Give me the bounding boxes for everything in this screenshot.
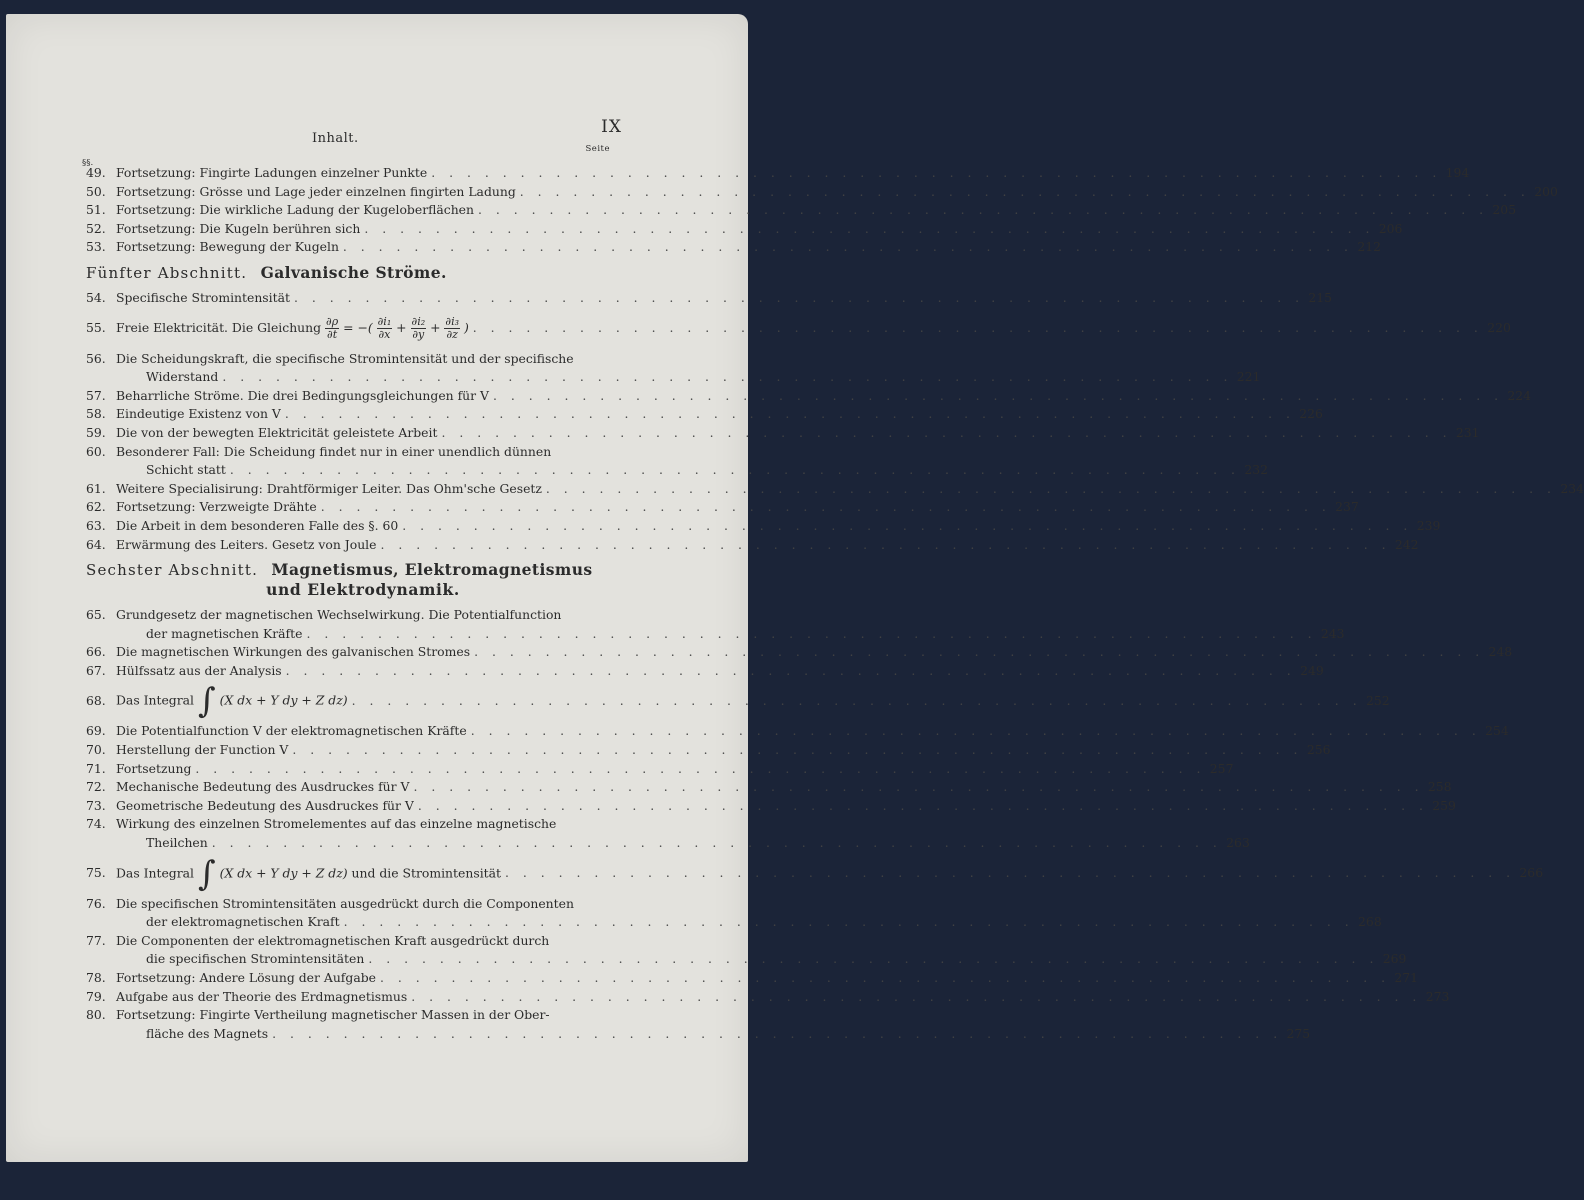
entry-title-cont: Theilchen xyxy=(146,835,208,851)
entry-page: 239 xyxy=(1416,517,1441,533)
entry-number: 52. xyxy=(86,220,106,236)
leader-dots: . . . . . . . . . . . . . . . . . . . . . . . . . . . . . . . . . . . . . . . . . . . . . . . . . . . . . . . . . xyxy=(285,662,1296,678)
numerator: ∂ρ xyxy=(326,315,339,329)
toc-entry xyxy=(86,183,1558,202)
entry-title: Grundgesetz der magnetischen Wechselwirkung. Die Potentialfunction xyxy=(116,607,562,623)
entry-number: 59. xyxy=(86,424,106,440)
entry-page: 259 xyxy=(1432,797,1456,813)
section-heading-5 xyxy=(86,263,600,283)
leader-dots: . . . . . . . . . . . . . . . . . . . . . . . . . . . . . . . . . . . . . . . . . . . . . . . . . . . . . . . . . xyxy=(229,462,1240,478)
leader-dots: . . . . . . . . . . . . . . . . . . . . . . . . . . . . . . . . . . . . . . . . . . . . . . . . . . . . . . . . . xyxy=(545,480,1556,496)
toc-entry xyxy=(86,220,1403,239)
toc-entry xyxy=(86,289,1333,308)
numerator: ∂i₃ xyxy=(445,315,460,329)
section-symbol: §§. xyxy=(82,158,94,168)
entry-page: 200 xyxy=(1534,183,1558,199)
leader-dots: . . . . . . . . . . . . . . . . . . . . . . . . . . . . . . . . . . . . . . . . . . . . . . . . . . . . . . . . . xyxy=(364,220,1375,236)
toc-entry xyxy=(86,350,600,369)
toc-entry-continuation xyxy=(86,950,1407,969)
toc-entry xyxy=(86,722,1509,741)
toc-entry xyxy=(86,680,1390,722)
toc-entry-continuation xyxy=(86,368,1261,387)
toc-entry xyxy=(86,405,1323,424)
leader-dots: . . . . . . . . . . . . . . . . . . . . . . . . . . . . . . . . . . . . . . . . . . . . . . . . . . . . . . . . . xyxy=(284,406,1295,422)
entry-page: 249 xyxy=(1300,662,1324,678)
entry-page: 252 xyxy=(1365,693,1390,709)
fraction xyxy=(377,316,393,341)
entry-title: Das Integral ∫ (X dx + Y dy + Z dz) und die Stromintensität xyxy=(116,853,501,894)
leader-dots: . . . . . . . . . . . . . . . . . . . . . . . . . . . . . . . . . . . . . . . . . . . . . . . . . . . . . . . . . xyxy=(211,835,1222,851)
toc-entry xyxy=(86,387,1532,406)
entry-number: 80. xyxy=(86,1007,106,1023)
page-number: IX xyxy=(601,117,622,137)
toc-entry xyxy=(86,662,1324,681)
formula: $\frac{\partial\rho}{\partial t}$ = −( $\frac{\text{∂i₁}}{\partial x}$ + $\frac{\text{∂i₂}}{\partial y}$ + $\frac{\text{∂i₃}}{\partial z}$ ) xyxy=(326,315,469,342)
toc-entry-continuation xyxy=(86,913,1382,932)
toc-entry xyxy=(86,988,1450,1007)
entry-title: Herstellung der Function V xyxy=(116,742,289,758)
leader-dots: . . . . . . . . . . . . . . . . . . . . . . . . . . . . . . . . . . . . . . . . . . . . . . . . . . . . . . . . . xyxy=(411,988,1422,1004)
toc-entry xyxy=(86,932,600,951)
entry-number: 65. xyxy=(86,607,106,623)
entry-title-cont: der magnetischen Kräfte xyxy=(146,625,303,641)
section-heading-6 xyxy=(86,560,600,600)
entry-title-cont: die specifischen Stromintensitäten xyxy=(146,951,365,967)
entry-title-cont: der elektromagnetischen Kraft xyxy=(146,914,340,930)
entry-page: 206 xyxy=(1378,220,1403,236)
toc-entry xyxy=(86,741,1331,760)
leader-dots: . . . . . . . . . . . . . . . . . . . . . . . . . . . . . . . . . . . . . . . . . . . . . . . . . . . . . . . . . xyxy=(478,202,1489,218)
entry-page: 269 xyxy=(1382,951,1407,967)
entry-number: 75. xyxy=(86,865,106,881)
formula: (X dx + Y dy + Z dz) xyxy=(215,692,348,708)
entry-number: 62. xyxy=(86,499,106,515)
leader-dots: . . . . . . . . . . . . . . . . . . . . . . . . . . . . . . . . . . . . . . . . . . . . . . . . . . . . . . . . . xyxy=(474,644,1485,660)
toc-entry xyxy=(86,895,600,914)
entry-title: Specifische Stromintensität xyxy=(116,289,290,305)
entry-number: 49. xyxy=(86,165,106,180)
denominator: ∂y xyxy=(412,328,425,342)
page-title: Inhalt. xyxy=(312,131,359,146)
denominator: ∂x xyxy=(378,328,391,342)
entry-number: 69. xyxy=(86,723,106,739)
entry-number: 60. xyxy=(86,443,106,459)
leader-dots: . . . . . . . . . . . . . . . . . . . . . . . . . . . . . . . . . . . . . . . . . . . . . . . . . . . . . . . . . xyxy=(343,914,1354,930)
entry-page: 266 xyxy=(1519,865,1544,881)
toc-entry xyxy=(86,778,1452,797)
leader-dots: . . . . . . . . . . . . . . . . . . . . . . . . . . . . . . . . . . . . . . . . . . . . . . . . . . . . . . . . . xyxy=(351,693,1362,709)
entry-number: 53. xyxy=(86,239,106,255)
entry-number: 56. xyxy=(86,350,106,366)
toc-entry xyxy=(86,853,1544,895)
entry-title: Die Componenten der elektromagnetischen Kraft ausgedrückt durch xyxy=(116,932,550,948)
leader-dots: . . . . . . . . . . . . . . . . . . . . . . . . . . . . . . . . . . . . . . . . . . . . . . . . . . . . . . . . . xyxy=(505,865,1516,881)
entry-page: 243 xyxy=(1320,625,1345,641)
entry-number: 57. xyxy=(86,387,106,403)
entry-title-cont: fläche des Magnets xyxy=(146,1025,269,1041)
toc-entry xyxy=(86,498,1359,517)
entry-title: Fortsetzung: Die wirkliche Ladung der Kugeloberflächen xyxy=(116,202,474,218)
toc-entry xyxy=(86,760,1234,779)
entry-title-cont: Widerstand xyxy=(146,369,219,385)
entry-page: 234 xyxy=(1560,480,1584,496)
toc-entry xyxy=(86,238,1381,257)
entry-page: 226 xyxy=(1299,406,1323,422)
fraction xyxy=(444,316,460,341)
entry-number: 54. xyxy=(86,289,106,305)
entry-title: Erwärmung des Leiters. Gesetz von Joule xyxy=(116,536,377,552)
toc-entry xyxy=(86,606,600,625)
leader-dots: . . . . . . . . . . . . . . . . . . . . . . . . . . . . . . . . . . . . . . . . . . . . . . . . . . . . . . . . . xyxy=(195,760,1206,776)
leader-dots: . . . . . . . . . . . . . . . . . . . . . . . . . . . . . . . . . . . . . . . . . . . . . . . . . . . . . . . . . xyxy=(368,951,1379,967)
entry-title: Die von der bewegten Elektricität geleistete Arbeit xyxy=(116,424,438,440)
entry-page: 221 xyxy=(1236,369,1261,385)
entry-title-cont: Schicht statt xyxy=(146,462,226,478)
entry-title: Fortsetzung: Andere Lösung der Aufgabe xyxy=(116,970,376,985)
entry-title: Die Scheidungskraft, die specifische Stromintensität und der specifische xyxy=(116,350,574,366)
entry-number: 78. xyxy=(86,970,106,985)
denominator: ∂z xyxy=(446,328,458,342)
leader-dots: . . . . . . . . . . . . . . . . . . . . . . . . . . . . . . . . . . . . . . . . . . . . . . . . . . . . . . . . . xyxy=(417,797,1428,813)
entry-number: 63. xyxy=(86,517,106,533)
entry-page: 220 xyxy=(1487,320,1511,336)
entry-title: Die Potentialfunction V der elektromagnetischen Kräfte xyxy=(116,723,467,739)
entry-title: Fortsetzung xyxy=(116,760,192,776)
toc-entry-continuation xyxy=(86,834,1250,853)
leader-dots: . . . . . . . . . . . . . . . . . . . . . . . . . . . . . . . . . . . . . . . . . . . . . . . . . . . . . . . . . xyxy=(470,723,1481,739)
entry-title: Beharrliche Ströme. Die drei Bedingungsgleichungen für V xyxy=(116,387,489,403)
entry-title: Die magnetischen Wirkungen des galvanischen Stromes xyxy=(116,644,471,660)
entry-number: 76. xyxy=(86,895,106,911)
denominator: ∂t xyxy=(327,328,338,342)
leader-dots: . . . . . . . . . . . . . . . . . . . . . . . . . . . . . . . . . . . . . . . . . . . . . . . . . . . . . . . . . xyxy=(272,1025,1283,1041)
numerator: ∂i₂ xyxy=(411,315,426,329)
entry-title: Besonderer Fall: Die Scheidung findet nur in einer unendlich dünnen xyxy=(116,443,552,459)
section-entries xyxy=(86,164,1558,257)
toc-entry xyxy=(86,201,1517,220)
page-header xyxy=(86,114,622,146)
entry-page: 215 xyxy=(1308,289,1333,305)
entry-title: Fortsetzung: Verzweigte Drähte xyxy=(116,499,317,515)
leader-dots: . . . . . . . . . . . . . . . . . . . . . . . . . . . . . . . . . . . . . . . . . . . . . . . . . . . . . . . . . xyxy=(492,387,1504,403)
entry-number: 68. xyxy=(86,693,106,709)
toc-entry xyxy=(86,536,1419,555)
leader-dots: . . . . . . . . . . . . . . . . . . . . . . . . . . . . . . . . . . . . . . . . . . . . . . . . . . . . . . . . . xyxy=(431,165,1442,180)
entry-title: Die specifischen Stromintensitäten ausgedrückt durch die Componenten xyxy=(116,895,574,911)
toc-entry xyxy=(86,797,1456,816)
entry-number: 74. xyxy=(86,816,106,832)
entry-page: 194 xyxy=(1445,165,1470,180)
entry-title: Freie Elektricität. Die Gleichung $\frac{\partial\rho}{\partial t}$ = −( $\frac{\text{∂i₁}}{\partial x}$ + $\frac{\text{∂i₂}}{\partial y}$ + $\frac{\text{∂i₃}}{\partial z}$ ) xyxy=(116,315,469,342)
entry-number: 64. xyxy=(86,536,106,552)
section-label: Sechster Abschnitt. xyxy=(86,561,259,580)
leader-dots: . . . . . . . . . . . . . . . . . . . . . . . . . . . . . . . . . . . . . . . . . . . . . . . . . . . . . . . . . xyxy=(306,625,1317,641)
entry-number: 55. xyxy=(86,320,106,336)
toc-entry xyxy=(86,815,600,834)
toc-entry-continuation xyxy=(86,625,1345,644)
leader-dots: . . . . . . . . . . . . . . . . . . . . . . . . . . . . . . . . . . . . . . . . . . . . . . . . . . . . . . . . . xyxy=(222,369,1233,385)
integral-sign: ∫ xyxy=(197,853,216,894)
toc-entry xyxy=(86,480,1584,499)
toc-entry xyxy=(86,1006,600,1025)
entry-title: Das Integral ∫ (X dx + Y dy + Z dz) xyxy=(116,681,348,722)
entry-title: Eindeutige Existenz von V xyxy=(116,406,281,422)
leader-dots: . . . . . . . . . . . . . . . . . . . . . . . . . . . . . . . . . . . . . . . . . . . . . . . . . . . . . . . . . xyxy=(293,289,1305,305)
entry-title: Fortsetzung: Bewegung der Kugeln xyxy=(116,239,339,255)
leader-dots: . . . . . . . . . . . . . . . . . . . . . . . . . . . . . . . . . . . . . . . . . . . . . . . . . . . . . . . . . xyxy=(342,239,1353,255)
entry-title: Weitere Specialisirung: Drahtförmiger Leiter. Das Ohm'sche Gesetz xyxy=(116,480,542,496)
leader-dots: . . . . . . . . . . . . . . . . . . . . . . . . . . . . . . . . . . . . . . . . . . . . . . . . . . . . . . . . . xyxy=(472,320,1483,336)
entry-title: Fortsetzung: Grösse und Lage jeder einzelnen fingirten Ladung xyxy=(116,183,516,199)
entry-title: Die Arbeit in dem besonderen Falle des §. 60 xyxy=(116,517,399,533)
entry-number: 66. xyxy=(86,644,106,660)
integral-sign: ∫ xyxy=(197,681,216,722)
entry-page: 231 xyxy=(1455,424,1480,440)
entry-number: 67. xyxy=(86,662,106,678)
entry-page: 256 xyxy=(1306,742,1331,758)
fraction xyxy=(325,316,339,341)
toc-entry xyxy=(86,643,1513,662)
entry-page: 212 xyxy=(1357,239,1381,255)
toc-entry xyxy=(86,443,600,462)
entry-number: 79. xyxy=(86,988,106,1004)
leader-dots: . . . . . . . . . . . . . . . . . . . . . . . . . . . . . . . . . . . . . . . . . . . . . . . . . . . . . . . . . xyxy=(380,536,1391,552)
entry-title: Geometrische Bedeutung des Ausdruckes für V xyxy=(116,797,414,813)
entry-page: 268 xyxy=(1358,914,1382,930)
entry-title: Aufgabe aus der Theorie des Erdmagnetismus xyxy=(116,988,408,1004)
entry-page: 263 xyxy=(1226,835,1250,851)
entry-page: 224 xyxy=(1507,387,1532,403)
entry-page: 205 xyxy=(1492,202,1517,218)
entry-page: 258 xyxy=(1427,779,1452,795)
leader-dots: . . . . . . . . . . . . . . . . . . . . . . . . . . . . . . . . . . . . . . . . . . . . . . . . . . . . . . . . . xyxy=(402,517,1413,533)
seite-label: Seite xyxy=(585,144,610,154)
section-title-line2: und Elektrodynamik. xyxy=(266,580,460,600)
entry-page: 242 xyxy=(1394,536,1419,552)
leader-dots: . . . . . . . . . . . . . . . . . . . . . . . . . . . . . . . . . . . . . . . . . . . . . . . . . . . . . . . . . xyxy=(292,742,1303,758)
entry-page: 237 xyxy=(1335,499,1359,515)
formula: (X dx + Y dy + Z dz) xyxy=(215,865,348,881)
section-entries xyxy=(86,289,1584,554)
section-entries xyxy=(86,606,1544,1043)
entry-number: 58. xyxy=(86,406,106,422)
entry-page: 257 xyxy=(1209,760,1234,776)
toc-entry xyxy=(86,164,1470,183)
section-title: Magnetismus, Elektromagnetismus xyxy=(271,560,593,580)
toc-entry-continuation xyxy=(86,461,1268,480)
numerator: ∂i₁ xyxy=(377,315,392,329)
toc-entry xyxy=(86,308,1511,350)
entry-page: 275 xyxy=(1286,1025,1311,1041)
section-title: Galvanische Ströme. xyxy=(260,262,447,282)
entry-number: 71. xyxy=(86,760,106,776)
column-headers xyxy=(82,144,610,168)
leader-dots: . . . . . . . . . . . . . . . . . . . . . . . . . . . . . . . . . . . . . . . . . . . . . . . . . . . . . . . . . xyxy=(413,779,1424,795)
toc-entry xyxy=(86,969,1419,988)
toc-entry xyxy=(86,517,1441,536)
entry-title: Wirkung des einzelnen Stromelementes auf das einzelne magnetische xyxy=(116,816,557,832)
fraction xyxy=(411,316,427,341)
entry-page: 271 xyxy=(1394,970,1419,985)
entry-number: 70. xyxy=(86,742,106,758)
entry-number: 77. xyxy=(86,932,106,948)
entry-title: Fortsetzung: Fingirte Ladungen einzelner Punkte xyxy=(116,165,428,180)
entry-title: Mechanische Bedeutung des Ausdruckes für V xyxy=(116,779,410,795)
leader-dots: . . . . . . . . . . . . . . . . . . . . . . . . . . . . . . . . . . . . . . . . . . . . . . . . . . . . . . . . . xyxy=(379,970,1391,985)
leader-dots: . . . . . . . . . . . . . . . . . . . . . . . . . . . . . . . . . . . . . . . . . . . . . . . . . . . . . . . . . xyxy=(320,499,1331,515)
entry-page: 254 xyxy=(1485,723,1509,739)
entry-page: 248 xyxy=(1488,644,1513,660)
entry-number: 72. xyxy=(86,779,106,795)
toc-entry-continuation xyxy=(86,1025,1311,1044)
leader-dots: . . . . . . . . . . . . . . . . . . . . . . . . . . . . . . . . . . . . . . . . . . . . . . . . . . . . . . . . . xyxy=(519,183,1530,199)
table-of-contents xyxy=(82,114,1584,1043)
entry-number: 73. xyxy=(86,797,106,813)
section-label: Fünfter Abschnitt. xyxy=(86,263,248,282)
entry-page: 232 xyxy=(1244,462,1268,478)
entry-number: 61. xyxy=(86,480,106,496)
entry-number: 51. xyxy=(86,202,106,218)
toc-entry xyxy=(86,424,1480,443)
entry-title: Fortsetzung: Die Kugeln berühren sich xyxy=(116,220,361,236)
entry-number: 50. xyxy=(86,183,106,199)
entry-title: Hülfssatz aus der Analysis xyxy=(116,662,282,678)
entry-title: Fortsetzung: Fingirte Vertheilung magnetischer Massen in der Ober- xyxy=(116,1007,550,1023)
leader-dots: . . . . . . . . . . . . . . . . . . . . . . . . . . . . . . . . . . . . . . . . . . . . . . . . . . . . . . . . . xyxy=(441,424,1452,440)
entry-page: 273 xyxy=(1425,988,1450,1004)
